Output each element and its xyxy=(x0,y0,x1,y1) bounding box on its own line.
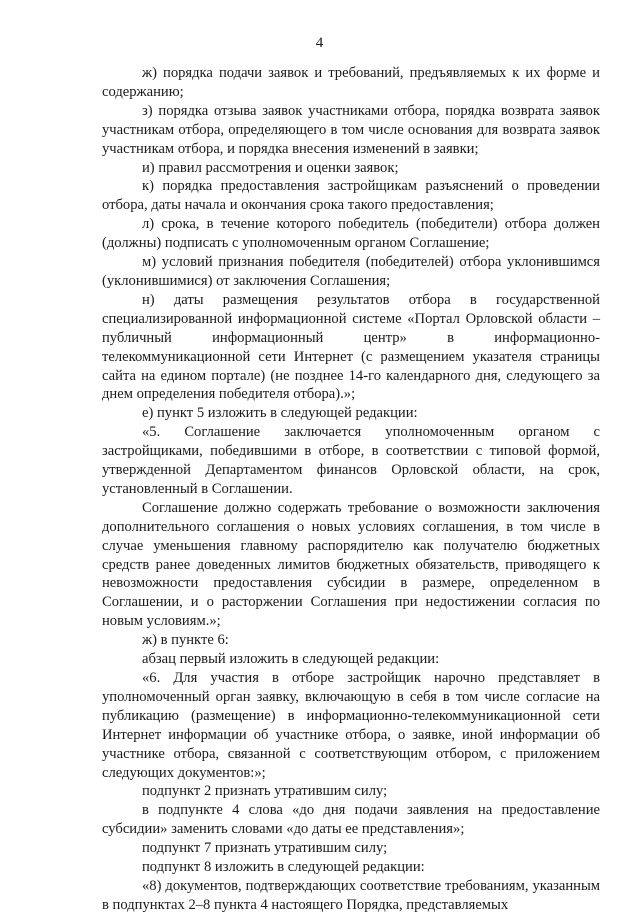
paragraph-m: м) условий признания победителя (победителей) отбора уклонившимся (уклонившимися) от заключения Соглашения; xyxy=(102,254,600,289)
paragraph-subpoint-4: в подпункте 4 слова «до дня подачи заявления на предоставление субсидии» заменить словами «до даты ее представления»; xyxy=(102,802,600,838)
document-body xyxy=(102,64,600,915)
paragraph-point-5: «5. Соглашение заключается уполномоченным органом с застройщиками, победившими в отборе, в соответствии с типовой формой, утвержденной Департаментом финансов Орловской области, на срок, установленный в Соглашении. xyxy=(102,424,600,497)
paragraph-subpoint-7: подпункт 7 признать утратившим силу; xyxy=(142,840,388,857)
paragraph-e: е) пункт 5 изложить в следующей редакции: xyxy=(142,405,418,422)
paragraph-k: к) порядка предоставления застройщикам разъяснений о проведении отбора, даты начала и окончания срока такого предоставления; xyxy=(102,178,600,214)
paragraph-point-6: «6. Для участия в отборе застройщик нарочно представляет в уполномоченный орган заявку, включающую в себя в том числе согласие на публикацию (размещение) в информационно-телекоммуникационной сети Интернет информации об участнике отбора, о заявке, иной информации об участнике отбора, связанной с соответствующим отбором, с приложением следующих документов:»; xyxy=(102,670,600,781)
paragraph-agreement-requirement: Соглашение должно содержать требование о возможности заключения дополнительного соглашения о новых условиях соглашения, в том числе в случае уменьшения главному распорядителю как получателю бюджетных средств ранее доведенных лимитов бюджетных обязательств, приводящего к невозможности предоставления субсидии в размере, определенном в Соглашении, и о расторжении Соглашения при недостижении согласия по новым условиям.»; xyxy=(102,499,600,630)
paragraph-zh: ж) порядка подачи заявок и требований, предъявляемых к их форме и содержанию; xyxy=(102,65,600,100)
paragraph-subpoint-2: подпункт 2 признать утратившим силу; xyxy=(142,783,388,800)
paragraph-n: н) даты размещения результатов отбора в государственной специализированной информационной системе «Портал Орловской области – публичный информационный центр» в информационно-телекоммуникационной сети Интернет (с размещением указателя страницы сайта на едином портале) (не позднее 14-го календарного дня, следующего за днем определения победителя отбора).»; xyxy=(102,291,600,403)
paragraph-subpoint-8: подпункт 8 изложить в следующей редакции: xyxy=(142,859,425,876)
paragraph-l: л) срока, в течение которого победитель (победители) отбора должен (должны) подписать с уполномоченным органом Соглашение; xyxy=(102,216,600,252)
paragraph-first-para: абзац первый изложить в следующей редакции: xyxy=(142,651,440,668)
paragraph-zh-point-6: ж) в пункте 6: xyxy=(142,632,229,649)
paragraph-z: з) порядка отзыва заявок участниками отбора, порядка возврата заявок участникам отбора, определяющего в том числе основания для возврата заявок участникам отбора, и порядка внесения изменений в заявки; xyxy=(102,102,600,157)
paragraph-subpoint-8-text: «8) документов, подтверждающих соответствие требованиям, указанным в подпунктах 2–8 пункта 4 настоящего Порядка, представляемых xyxy=(102,877,600,913)
paragraph-i: и) правил рассмотрения и оценки заявок; xyxy=(142,159,399,176)
page-number: 4 xyxy=(315,35,324,51)
